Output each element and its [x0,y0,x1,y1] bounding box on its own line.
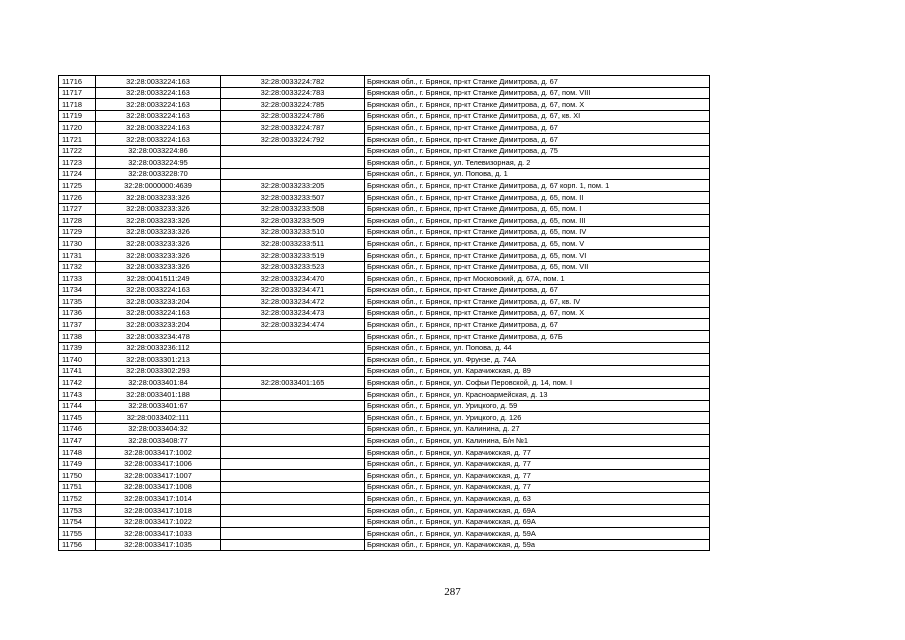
cadastral-number-cell: 32:28:0033224:95 [96,157,221,169]
object-number-cell: 32:28:0033234:474 [221,319,365,331]
row-number-cell: 11755 [59,528,96,540]
cadastral-number-cell: 32:28:0033233:326 [96,249,221,261]
table-row [59,191,710,203]
cadastral-number-cell: 32:28:0033236:112 [96,342,221,354]
object-number-cell: 32:28:0033234:473 [221,307,365,319]
address-cell: Брянская обл., г. Брянск, ул. Карачижская, д. 77 [365,458,710,470]
table-row [59,412,710,424]
row-number-cell: 11723 [59,157,96,169]
table-row [59,87,710,99]
table-row [59,377,710,389]
address-cell: Брянская обл., г. Брянск, ул. Карачижская, д. 77 [365,470,710,482]
address-cell: Брянская обл., г. Брянск, ул. Карачижская, д. 59А [365,528,710,540]
row-number-cell: 11727 [59,203,96,215]
address-cell: Брянская обл., г. Брянск, ул. Телевизорная, д. 2 [365,157,710,169]
address-cell: Брянская обл., г. Брянск, ул. Карачижская, д. 59а [365,539,710,551]
address-cell: Брянская обл., г. Брянск, пр-кт Станке Димитрова, д. 65, пом. VI [365,249,710,261]
object-number-cell [221,516,365,528]
cadastral-number-cell: 32:28:0033408:77 [96,435,221,447]
table-row [59,539,710,551]
cadastral-number-cell: 32:28:0033224:163 [96,122,221,134]
table-row [59,168,710,180]
cadastral-number-cell: 32:28:0033233:326 [96,191,221,203]
row-number-cell: 11750 [59,470,96,482]
address-cell: Брянская обл., г. Брянск, ул. Карачижская, д. 69А [365,516,710,528]
address-cell: Брянская обл., г. Брянск, ул. Карачижская, д. 63 [365,493,710,505]
table-row [59,296,710,308]
object-number-cell [221,145,365,157]
object-number-cell: 32:28:0033233:523 [221,261,365,273]
object-number-cell [221,365,365,377]
cadastral-number-cell: 32:28:0033233:204 [96,296,221,308]
address-cell: Брянская обл., г. Брянск, ул. Карачижская, д. 89 [365,365,710,377]
table-row [59,389,710,401]
row-number-cell: 11748 [59,447,96,459]
cadastral-number-cell: 32:28:0033224:163 [96,110,221,122]
address-cell: Брянская обл., г. Брянск, пр-кт Станке Димитрова, д. 67 корп. 1, пом. 1 [365,180,710,192]
object-number-cell [221,539,365,551]
object-number-cell [221,354,365,366]
object-number-cell [221,435,365,447]
row-number-cell: 11720 [59,122,96,134]
table-row [59,203,710,215]
row-number-cell: 11739 [59,342,96,354]
object-number-cell [221,528,365,540]
table-row [59,133,710,145]
address-cell: Брянская обл., г. Брянск, ул. Урицкого, д. 126 [365,412,710,424]
address-cell: Брянская обл., г. Брянск, ул. Попова, д. 44 [365,342,710,354]
address-cell: Брянская обл., г. Брянск, ул. Урицкого, д. 59 [365,400,710,412]
object-number-cell: 32:28:0033234:470 [221,273,365,285]
row-number-cell: 11717 [59,87,96,99]
address-cell: Брянская обл., г. Брянск, ул. Фрунзе, д. 74А [365,354,710,366]
address-cell: Брянская обл., г. Брянск, пр-кт Станке Димитрова, д. 67 [365,133,710,145]
address-cell: Брянская обл., г. Брянск, пр-кт Станке Димитрова, д. 67Б [365,331,710,343]
address-cell: Брянская обл., г. Брянск, ул. Калинина, д. 27 [365,423,710,435]
table-row [59,110,710,122]
address-cell: Брянская обл., г. Брянск, пр-кт Станке Димитрова, д. 67, пом. X [365,307,710,319]
address-cell: Брянская обл., г. Брянск, пр-кт Станке Димитрова, д. 67 [365,319,710,331]
row-number-cell: 11756 [59,539,96,551]
cadastral-number-cell: 32:28:0033401:67 [96,400,221,412]
row-number-cell: 11747 [59,435,96,447]
address-cell: Брянская обл., г. Брянск, пр-кт Станке Димитрова, д. 65, пом. IV [365,226,710,238]
table-row [59,435,710,447]
row-number-cell: 11754 [59,516,96,528]
object-number-cell [221,168,365,180]
row-number-cell: 11733 [59,273,96,285]
table-row [59,423,710,435]
table-row [59,273,710,285]
table-row [59,76,710,88]
row-number-cell: 11736 [59,307,96,319]
table-row [59,261,710,273]
cadastral-number-cell: 32:28:0033404:32 [96,423,221,435]
address-cell: Брянская обл., г. Брянск, пр-кт Станке Димитрова, д. 65, пом. III [365,215,710,227]
cadastral-number-cell: 32:28:0033233:326 [96,203,221,215]
object-number-cell [221,389,365,401]
object-number-cell: 32:28:0033233:519 [221,249,365,261]
row-number-cell: 11722 [59,145,96,157]
cadastral-number-cell: 32:28:0033302:293 [96,365,221,377]
table-row [59,458,710,470]
row-number-cell: 11738 [59,331,96,343]
object-number-cell: 32:28:0033224:792 [221,133,365,145]
object-number-cell: 32:28:0033233:511 [221,238,365,250]
cadastral-number-cell: 32:28:0033417:1002 [96,447,221,459]
address-cell: Брянская обл., г. Брянск, ул. Карачижская, д. 77 [365,447,710,459]
table-row [59,447,710,459]
row-number-cell: 11721 [59,133,96,145]
address-cell: Брянская обл., г. Брянск, пр-кт Станке Димитрова, д. 75 [365,145,710,157]
cadastral-number-cell: 32:28:0033401:188 [96,389,221,401]
object-number-cell: 32:28:0033233:205 [221,180,365,192]
address-cell: Брянская обл., г. Брянск, пр-кт Станке Димитрова, д. 67 [365,122,710,134]
row-number-cell: 11725 [59,180,96,192]
cadastral-number-cell: 32:28:0033224:163 [96,99,221,111]
cadastral-number-cell: 32:28:0033233:204 [96,319,221,331]
table-row [59,493,710,505]
object-number-cell [221,342,365,354]
row-number-cell: 11716 [59,76,96,88]
row-number-cell: 11718 [59,99,96,111]
object-number-cell [221,157,365,169]
table-row [59,354,710,366]
table-row [59,226,710,238]
object-number-cell: 32:28:0033401:165 [221,377,365,389]
address-cell: Брянская обл., г. Брянск, пр-кт Станке Димитрова, д. 67, кв. IV [365,296,710,308]
row-number-cell: 11731 [59,249,96,261]
object-number-cell: 32:28:0033234:471 [221,284,365,296]
cadastral-number-cell: 32:28:0033224:163 [96,307,221,319]
page-number: 287 [444,586,461,598]
object-number-cell [221,481,365,493]
table-row [59,122,710,134]
row-number-cell: 11751 [59,481,96,493]
row-number-cell: 11746 [59,423,96,435]
cadastral-number-cell: 32:28:0033401:84 [96,377,221,389]
row-number-cell: 11728 [59,215,96,227]
cadastral-number-cell: 32:28:0033417:1035 [96,539,221,551]
cadastral-number-cell: 32:28:0033224:163 [96,87,221,99]
cadastral-number-cell: 32:28:0033224:86 [96,145,221,157]
table-row [59,528,710,540]
cadastral-number-cell: 32:28:0033233:326 [96,261,221,273]
object-number-cell [221,400,365,412]
row-number-cell: 11749 [59,458,96,470]
cadastral-number-cell: 32:28:0033233:326 [96,226,221,238]
row-number-cell: 11730 [59,238,96,250]
cadastral-number-cell: 32:28:0033417:1014 [96,493,221,505]
cadastral-number-cell: 32:28:0033417:1018 [96,504,221,516]
address-cell: Брянская обл., г. Брянск, ул. Карачижская, д. 77 [365,481,710,493]
object-number-cell: 32:28:0033233:510 [221,226,365,238]
table-row [59,342,710,354]
row-number-cell: 11752 [59,493,96,505]
row-number-cell: 11724 [59,168,96,180]
row-number-cell: 11719 [59,110,96,122]
address-cell: Брянская обл., г. Брянск, пр-кт Станке Димитрова, д. 65, пом. V [365,238,710,250]
table-row [59,157,710,169]
row-number-cell: 11734 [59,284,96,296]
table-row [59,400,710,412]
address-cell: Брянская обл., г. Брянск, пр-кт Станке Димитрова, д. 65, пом. II [365,191,710,203]
cadastral-number-cell: 32:28:0033402:111 [96,412,221,424]
table-row [59,99,710,111]
object-number-cell: 32:28:0033233:507 [221,191,365,203]
cadastral-number-cell: 32:28:0033417:1006 [96,458,221,470]
row-number-cell: 11740 [59,354,96,366]
address-cell: Брянская обл., г. Брянск, пр-кт Станке Димитрова, д. 67 [365,76,710,88]
table-row [59,284,710,296]
cadastral-number-cell: 32:28:0033417:1022 [96,516,221,528]
row-number-cell: 11732 [59,261,96,273]
row-number-cell: 11742 [59,377,96,389]
cadastral-number-cell: 32:28:0033234:478 [96,331,221,343]
object-number-cell: 32:28:0033224:786 [221,110,365,122]
address-cell: Брянская обл., г. Брянск, ул. Красноармейская, д. 13 [365,389,710,401]
row-number-cell: 11735 [59,296,96,308]
row-number-cell: 11753 [59,504,96,516]
row-number-cell: 11741 [59,365,96,377]
cadastral-number-cell: 32:28:0041511:249 [96,273,221,285]
object-number-cell: 32:28:0033224:782 [221,76,365,88]
table-row [59,180,710,192]
table-row [59,504,710,516]
object-number-cell: 32:28:0033233:509 [221,215,365,227]
row-number-cell: 11729 [59,226,96,238]
cadastral-number-cell: 32:28:0033224:163 [96,76,221,88]
row-number-cell: 11737 [59,319,96,331]
object-number-cell [221,447,365,459]
table-row [59,470,710,482]
address-cell: Брянская обл., г. Брянск, пр-кт Станке Димитрова, д. 67, кв. XI [365,110,710,122]
row-number-cell: 11745 [59,412,96,424]
table-row [59,145,710,157]
object-number-cell [221,423,365,435]
table-row [59,215,710,227]
table-row [59,307,710,319]
object-number-cell: 32:28:0033224:787 [221,122,365,134]
address-cell: Брянская обл., г. Брянск, пр-кт Станке Димитрова, д. 65, пом. I [365,203,710,215]
table-row [59,319,710,331]
address-cell: Брянская обл., г. Брянск, пр-кт Станке Димитрова, д. 67, пом. X [365,99,710,111]
object-number-cell [221,470,365,482]
row-number-cell: 11743 [59,389,96,401]
cadastral-number-cell: 32:28:0033228:70 [96,168,221,180]
address-cell: Брянская обл., г. Брянск, ул. Калинина, Б/н №1 [365,435,710,447]
cadastral-table [58,75,710,551]
table-row [59,481,710,493]
cadastral-number-cell: 32:28:0033417:1007 [96,470,221,482]
address-cell: Брянская обл., г. Брянск, пр-кт Станке Димитрова, д. 67, пом. VIII [365,87,710,99]
address-cell: Брянская обл., г. Брянск, пр-кт Московский, д. 67А, пом. 1 [365,273,710,285]
table-row [59,331,710,343]
row-number-cell: 11744 [59,400,96,412]
object-number-cell: 32:28:0033224:785 [221,99,365,111]
cadastral-number-cell: 32:28:0033417:1008 [96,481,221,493]
object-number-cell [221,331,365,343]
object-number-cell: 32:28:0033233:508 [221,203,365,215]
row-number-cell: 11726 [59,191,96,203]
cadastral-number-cell: 32:28:0033233:326 [96,215,221,227]
address-cell: Брянская обл., г. Брянск, ул. Карачижская, д. 69А [365,504,710,516]
cadastral-number-cell: 32:28:0000000:4639 [96,180,221,192]
table-row [59,365,710,377]
object-number-cell [221,504,365,516]
address-cell: Брянская обл., г. Брянск, ул. Софьи Перовской, д. 14, пом. I [365,377,710,389]
table-row [59,516,710,528]
address-cell: Брянская обл., г. Брянск, ул. Попова, д. 1 [365,168,710,180]
cadastral-number-cell: 32:28:0033224:163 [96,284,221,296]
object-number-cell [221,458,365,470]
object-number-cell: 32:28:0033224:783 [221,87,365,99]
table-row [59,249,710,261]
address-cell: Брянская обл., г. Брянск, пр-кт Станке Димитрова, д. 67 [365,284,710,296]
cadastral-number-cell: 32:28:0033301:213 [96,354,221,366]
cadastral-number-cell: 32:28:0033224:163 [96,133,221,145]
object-number-cell [221,493,365,505]
object-number-cell: 32:28:0033234:472 [221,296,365,308]
table-body [59,76,710,551]
address-cell: Брянская обл., г. Брянск, пр-кт Станке Димитрова, д. 65, пом. VII [365,261,710,273]
table-row [59,238,710,250]
cadastral-number-cell: 32:28:0033417:1033 [96,528,221,540]
cadastral-number-cell: 32:28:0033233:326 [96,238,221,250]
object-number-cell [221,412,365,424]
